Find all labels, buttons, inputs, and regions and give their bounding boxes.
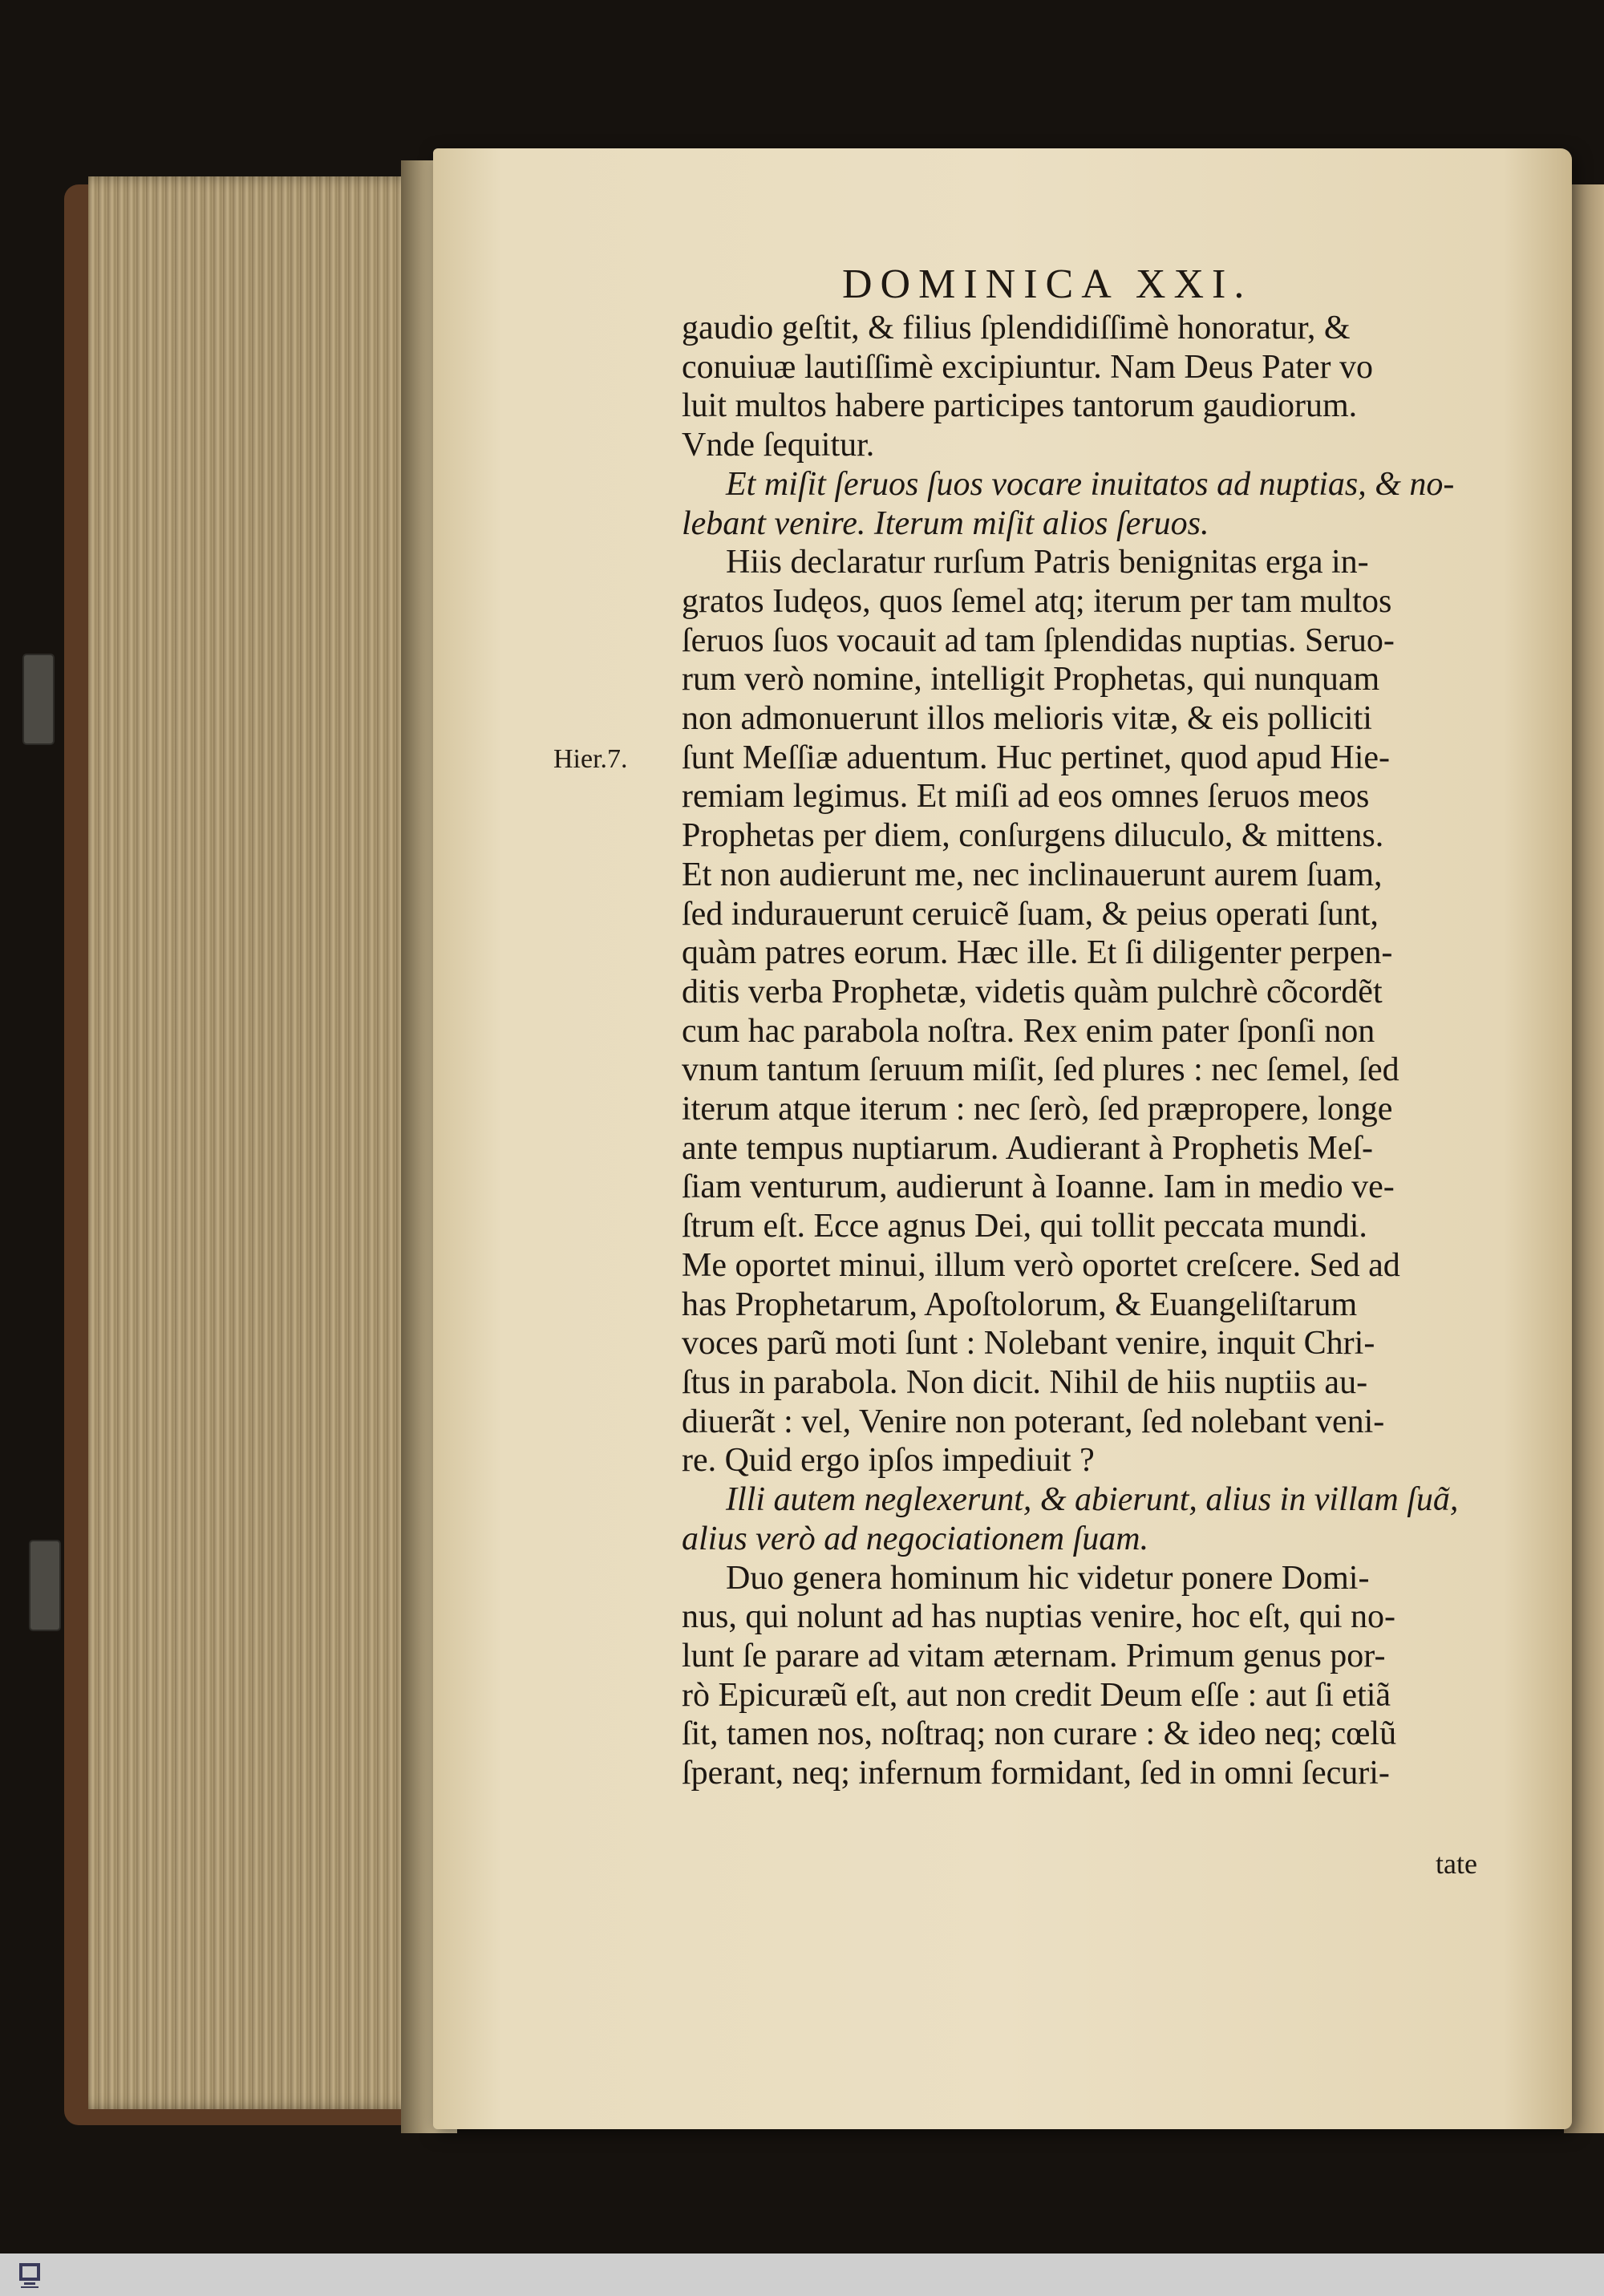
text-line: Duo genera hominum hic videtur ponere Domi- [726, 1559, 1370, 1597]
text-line: vnum tantum ſeruum miſit, ſed plures : nec ſemel, ſed [682, 1051, 1399, 1089]
text-line: cum hac parabola noſtra. Rex enim pater ſponſi non [682, 1012, 1375, 1050]
catchword: tate [1436, 1848, 1477, 1880]
text-line: Et miſit ſeruos ſuos vocare inuitatos ad nuptias, & no- [726, 465, 1455, 503]
page-edges-block [88, 176, 425, 2109]
text-line: has Prophetarum, Apoſtolorum, & Euangeliſtarum [682, 1286, 1358, 1323]
text-line: ſeruos ſuos vocauit ad tam ſplendidas nuptias. Seruo- [682, 622, 1395, 659]
text-line: Vnde ſequitur. [682, 427, 875, 464]
text-line: non admonuerunt illos melioris vitæ, & eis polliciti [682, 700, 1372, 738]
text-line: lebant venire. Iterum miſit alios ſeruos. [682, 504, 1209, 542]
text-line: Me oportet minui, illum verò oportet creſcere. Sed ad [682, 1246, 1400, 1284]
text-line: ſperant, neq; infernum formidant, ſed in omni ſecuri- [682, 1755, 1390, 1792]
text-line: gratos Iudęos, quos ſemel atq; iterum per tam multos [682, 582, 1392, 620]
text-line: gaudio geſtit, & filius ſplendidiſſimè honoratur, & [682, 310, 1351, 346]
text-line: Et non audierunt me, nec inclinauerunt aurem ſuam, [682, 856, 1383, 893]
text-line: diuerãt : vel, Venire non poterant, ſed nolebant veni- [682, 1403, 1385, 1440]
text-line: iterum atque iterum : nec ſerò, ſed præpropere, longe [682, 1091, 1393, 1128]
text-line: ſunt Meſſiæ aduentum. Huc pertinet, quod apud Hie- [682, 739, 1390, 776]
text-line: nus, qui nolunt ad has nuptias venire, hoc eſt, qui no- [682, 1598, 1396, 1636]
text-line: ante tempus nuptiarum. Audierant à Prophetis Meſ- [682, 1129, 1373, 1167]
text-line: luit multos habere participes tantorum gaudiorum. [682, 387, 1358, 425]
library-logo-icon [16, 2258, 43, 2290]
text-line: Prophetas per diem, conſurgens diluculo, & mittens. [682, 817, 1384, 855]
text-line: ſit, tamen nos, noſtraq; non curare : & ideo neq; cœlũ [682, 1715, 1397, 1753]
text-line: rò Epicuræũ eſt, aut non credit Deum eſſe : aut ſi etiã [682, 1676, 1391, 1714]
text-line: ſiam venturum, audierunt à Ioanne. Iam in medio ve- [682, 1168, 1395, 1206]
clasp-lower [29, 1540, 61, 1631]
text-line: Illi autem neglexerunt, & abierunt, alius in villam ſuã, [726, 1481, 1459, 1519]
text-line: ditis verba Prophetæ, videtis quàm pulchrè cõcordẽt [682, 973, 1383, 1010]
text-line: quàm patres eorum. Hæc ille. Et ſi diligenter perpen- [682, 934, 1393, 972]
text-line: alius verò ad negociationem ſuam. [682, 1520, 1149, 1557]
running-head: DOMINICA XXI. [842, 261, 1253, 307]
marginal-note: Hier.7. [553, 744, 628, 774]
text-line: lunt ſe parare ad vitam æternam. Primum genus por- [682, 1637, 1386, 1674]
text-line: ſed indurauerunt ceruicẽ ſuam, & peius operati ſunt, [682, 895, 1379, 933]
text-line: remiam legimus. Et miſi ad eos omnes ſeruos meos [682, 778, 1370, 816]
text-line: ſtrum eſt. Ecce agnus Dei, qui tollit peccata mundi. [682, 1208, 1367, 1245]
text-line: ſtus in parabola. Non dicit. Nihil de hiis nuptiis au- [682, 1363, 1368, 1401]
text-line: rum verò nomine, intelligit Prophetas, qui nunquam [682, 661, 1380, 699]
text-line: conuiuæ lautiſſimè excipiuntur. Nam Deus Pater vo [682, 348, 1374, 386]
viewer-footer-bar [0, 2253, 1604, 2296]
clasp-upper [22, 654, 55, 745]
text-line: voces parũ moti ſunt : Nolebant venire, inquit Chri- [682, 1325, 1375, 1363]
body-text [682, 309, 1532, 1793]
text-line: re. Quid ergo ipſos impediuit ? [682, 1442, 1095, 1480]
text-line: Hiis declaratur rurſum Patris benignitas erga in- [726, 544, 1369, 581]
